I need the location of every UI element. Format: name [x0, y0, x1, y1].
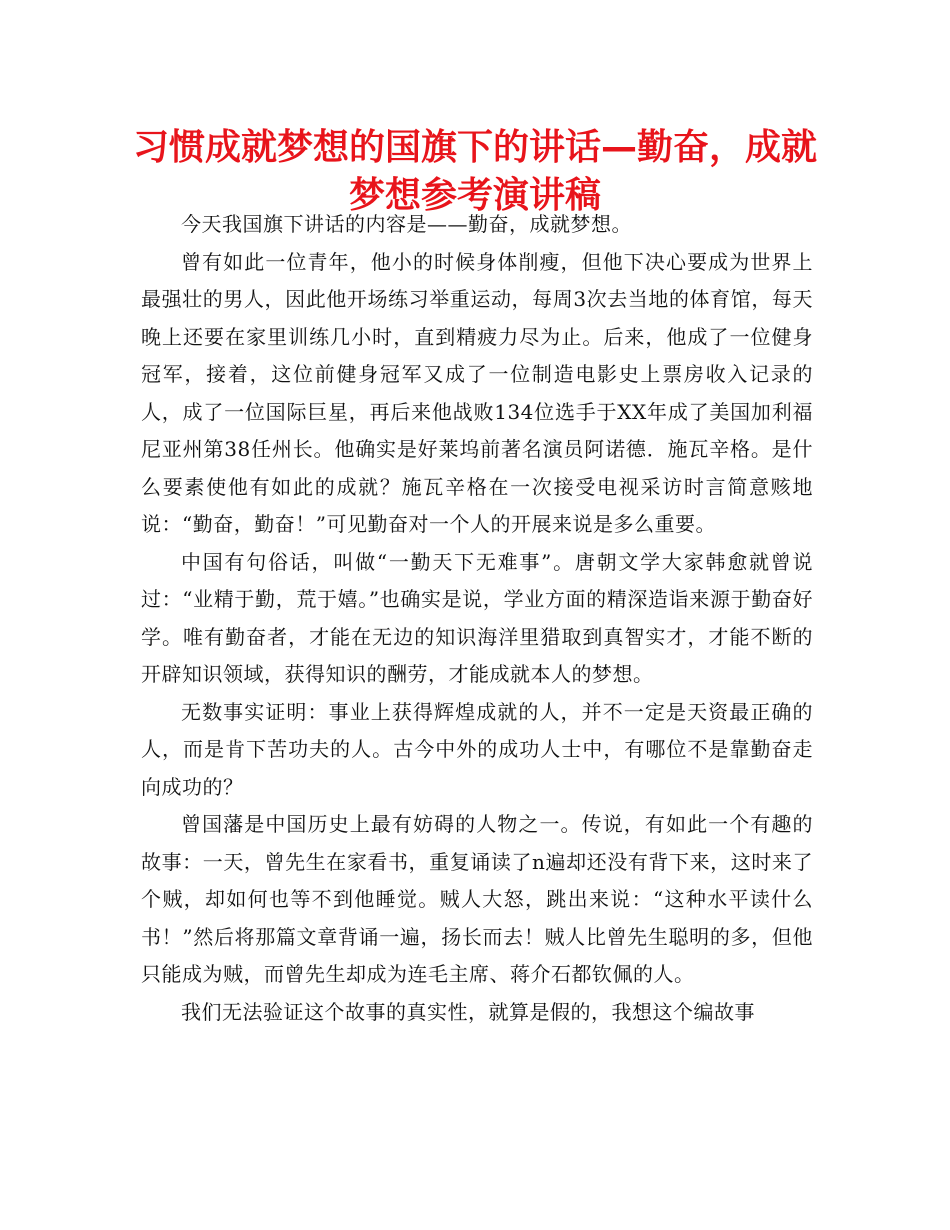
paragraph: 无数事实证明：事业上获得辉煌成就的人，并不一定是天资最正确的人，而是肯下苦功夫的人。古今中外的成功人士中，有哪位不是靠勤奋走向成功的？ [141, 699, 813, 799]
paragraph: 曾有如此一位青年，他小的时候身体削瘦，但他下决心要成为世界上最强壮的男人，因此他开场练习举重运动，每周3次去当地的体育馆，每天晚上还要在家里训练几小时，直到精疲力尽为止。后来，他成了一位健身冠军，接着，这位前健身冠军又成了一位制造电影史上票房收入记录的人，成了一位国际巨星，再后来他战败134位选手于XX年成了美国加利福尼亚州第38任州长。他确实是好莱坞前著名演员阿诺德．施瓦辛格。是什么要素使他有如此的成就？施瓦辛格在一次接受电视采访时言简意赅地说：“勤奋，勤奋！”可见勤奋对一个人的开展来说是多么重要。 [141, 249, 813, 536]
paragraph: 中国有句俗话，叫做“一勤天下无难事”。唐朝文学大家韩愈就曾说过：“业精于勤，荒于嬉。”也确实是说，学业方面的精深造诣来源于勤奋好学。唯有勤奋者，才能在无边的知识海洋里猎取到真智实才，才能不断的开辟知识领域，获得知识的酬劳，才能成就本人的梦想。 [141, 549, 813, 686]
document-title: 习惯成就梦想的国旗下的讲话—勤奋，成就梦想参考演讲稿 [132, 127, 817, 216]
document-body [141, 206, 813, 1031]
paragraph: 今天我国旗下讲话的内容是——勤奋，成就梦想。 [181, 212, 632, 236]
paragraph: 曾国藩是中国历史上最有妨碍的人物之一。传说，有如此一个有趣的故事：一天，曾先生在家看书，重复诵读了n遍却还没有背下来，这时来了个贼，却如何也等不到他睡觉。贼人大怒，跳出来说：“这种水平读什么书！”然后将那篇文章背诵一遍，扬长而去！贼人比曾先生聪明的多，但他只能成为贼，而曾先生却成为连毛主席、蒋介石都钦佩的人。 [141, 812, 813, 986]
paragraph: 我们无法验证这个故事的真实性，就算是假的，我想这个编故事 [181, 999, 755, 1024]
